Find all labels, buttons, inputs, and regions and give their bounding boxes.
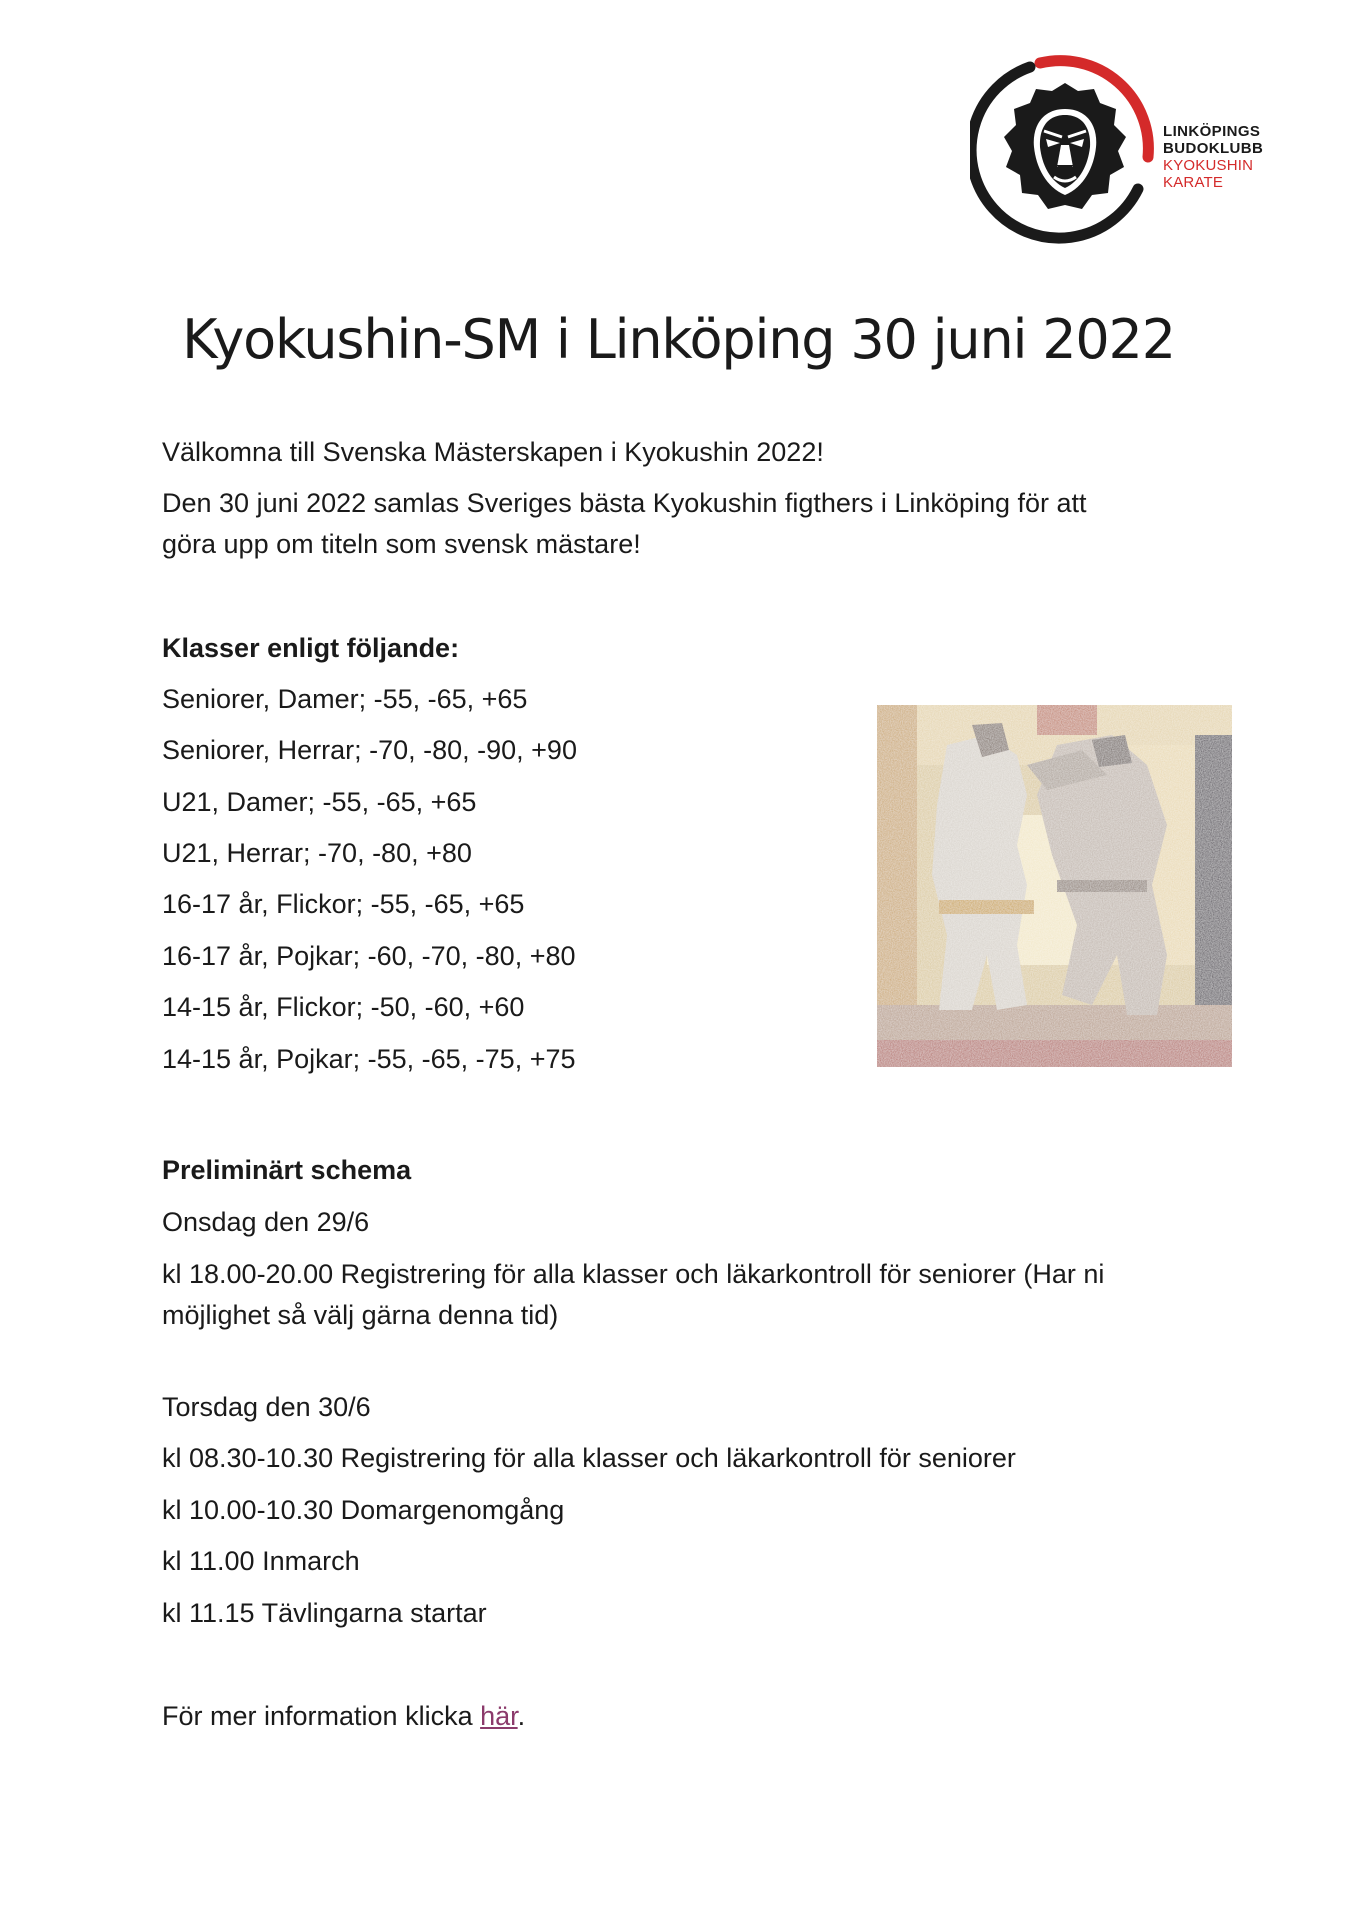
classes-heading: Klasser enligt följande: xyxy=(162,633,460,663)
club-style-line1: KYOKUSHIN xyxy=(1163,157,1254,174)
lion-logo-icon xyxy=(970,55,1160,245)
class-item: U21, Herrar; -70, -80, +80 xyxy=(162,838,472,868)
club-logo xyxy=(970,55,1300,245)
schedule-item: kl 18.00-20.00 Registrering för alla klasser och läkarkontroll för seniorer (Har ni xyxy=(162,1259,1105,1289)
club-name-line1: LINKÖPINGS xyxy=(1163,123,1261,140)
schedule-item: kl 11.15 Tävlingarna startar xyxy=(162,1598,487,1628)
class-item: Seniorer, Herrar; -70, -80, -90, +90 xyxy=(162,735,577,765)
club-style-line2: KARATE xyxy=(1163,174,1224,191)
schedule-heading: Preliminärt schema xyxy=(162,1155,412,1185)
more-info-link[interactable]: här xyxy=(480,1701,518,1731)
schedule-item-continued: möjlighet så välj gärna denna tid) xyxy=(162,1300,559,1330)
class-item: Seniorer, Damer; -55, -65, +65 xyxy=(162,684,528,714)
schedule-day-wednesday: Onsdag den 29/6 xyxy=(162,1207,370,1237)
page-title: Kyokushin-SM i Linköping 30 juni 2022 xyxy=(182,308,1175,371)
class-item: 16-17 år, Flickor; -55, -65, +65 xyxy=(162,889,525,919)
schedule-day-thursday: Torsdag den 30/6 xyxy=(162,1392,371,1422)
more-info-text xyxy=(162,1700,525,1732)
more-info-prefix: För mer information klicka xyxy=(162,1701,481,1731)
intro-line-2: göra upp om titeln som svensk mästare! xyxy=(162,529,641,559)
schedule-item: kl 08.30-10.30 Registrering för alla klasser och läkarkontroll för seniorer xyxy=(162,1443,1016,1473)
class-item: 14-15 år, Pojkar; -55, -65, -75, +75 xyxy=(162,1044,576,1074)
more-info-suffix: . xyxy=(517,1701,526,1731)
schedule-item: kl 11.00 Inmarch xyxy=(162,1546,360,1576)
intro-line-1: Den 30 juni 2022 samlas Sveriges bästa Kyokushin figthers i Linköping för att xyxy=(162,488,1087,518)
club-name-line2: BUDOKLUBB xyxy=(1163,140,1264,157)
club-name xyxy=(1163,123,1263,191)
class-item: 16-17 år, Pojkar; -60, -70, -80, +80 xyxy=(162,941,576,971)
class-item: 14-15 år, Flickor; -50, -60, +60 xyxy=(162,992,525,1022)
welcome-text: Välkomna till Svenska Mästerskapen i Kyokushin 2022! xyxy=(162,437,824,467)
class-item: U21, Damer; -55, -65, +65 xyxy=(162,787,477,817)
karate-fighters-photo xyxy=(877,705,1232,1067)
schedule-item: kl 10.00-10.30 Domargenomgång xyxy=(162,1495,565,1525)
